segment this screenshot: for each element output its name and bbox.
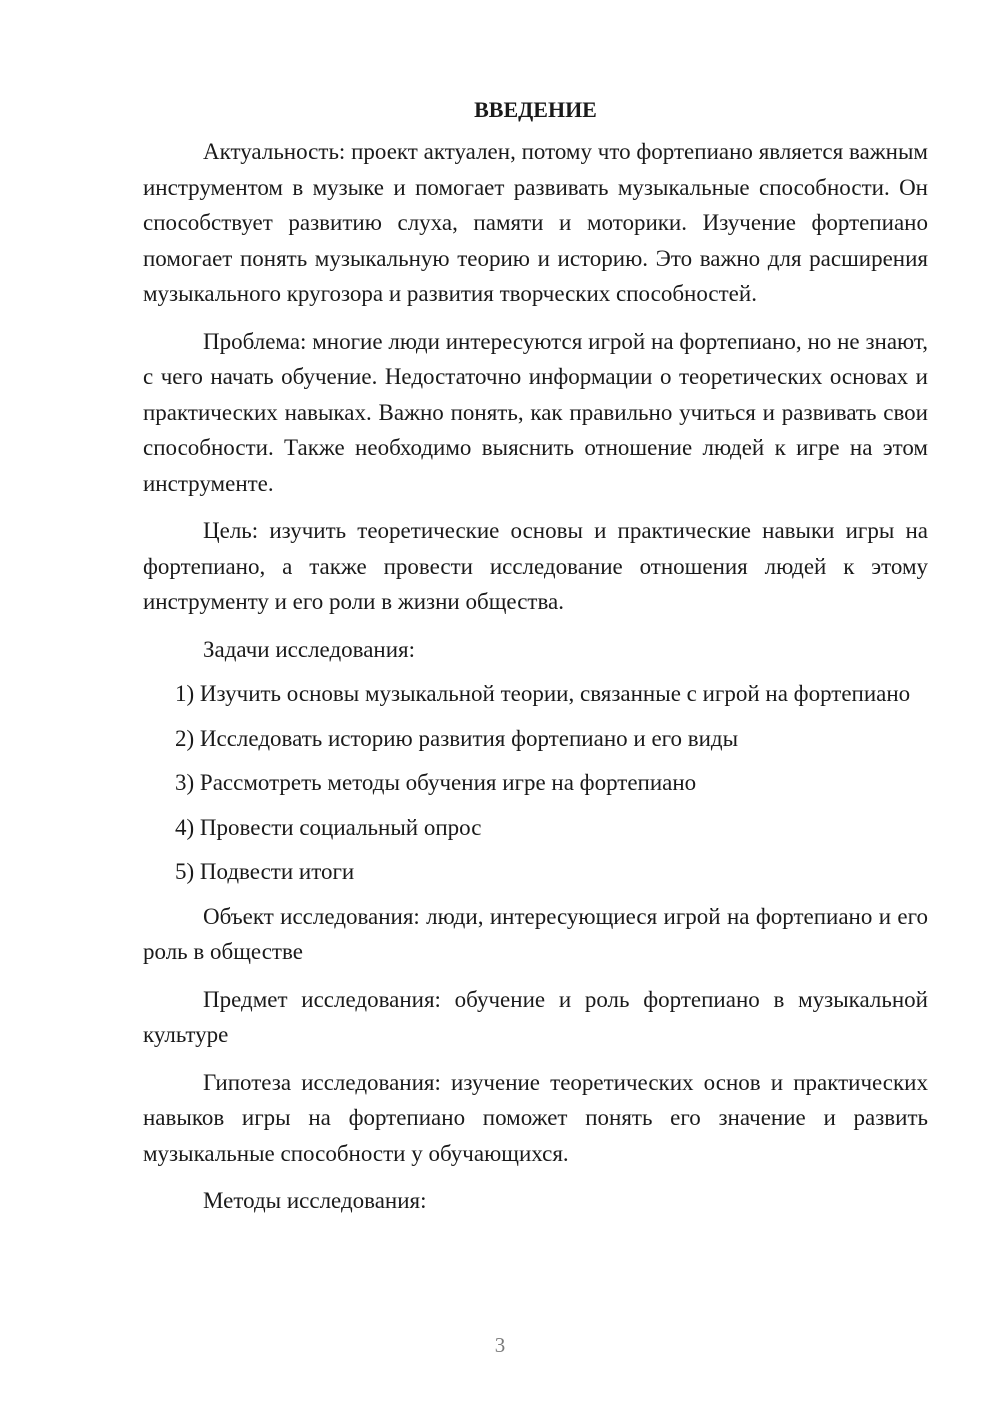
task-item: 5) Подвести итоги xyxy=(175,859,355,884)
tasks-list xyxy=(143,676,928,890)
task-item: 4) Провести социальный опрос xyxy=(175,814,482,840)
goal-paragraph: Цель: изучить теоретические основы и практические навыки игры на фортепиано, а также провести исследование отношения людей к этому инструменту и его роли в жизни общества. xyxy=(143,518,928,614)
document-page xyxy=(143,92,928,1231)
object-paragraph: Объект исследования: люди, интересующиеся игрой на фортепиано и его роль в обществе xyxy=(143,903,928,964)
task-item: 2) Исследовать историю развития фортепиано и его виды xyxy=(175,725,739,751)
task-item: 3) Рассмотреть методы обучения игре на фортепиано xyxy=(175,770,697,795)
task-item: 1) Изучить основы музыкальной теории, связанные с игрой на фортепиано xyxy=(175,681,911,706)
tasks-heading: Задачи исследования: xyxy=(203,636,416,662)
page-number: 3 xyxy=(494,1333,506,1357)
hypothesis-paragraph: Гипотеза исследования: изучение теоретических основ и практических навыков игры на фортепиано поможет понять его значение и развить музыкальные способности у обучающихся. xyxy=(143,1069,928,1166)
methods-paragraph: Методы исследования: xyxy=(203,1188,427,1213)
subject-paragraph: Предмет исследования: обучение и роль фортепиано в музыкальной культуре xyxy=(143,986,928,1047)
relevance-paragraph: Актуальность: проект актуален, потому что фортепиано является важным инструментом в музыке и помогает развивать музыкальные способности. Он способствует развитию слуха, памяти и моторики. Изучение фортепиано помогает понять музыкальную теорию и историю. Это важно для расширения музыкального кругозора и развития творческих способностей. xyxy=(143,139,928,306)
problem-paragraph: Проблема: многие люди интересуются игрой на фортепиано, но не знают, с чего начать обучение. Недостаточно информации о теоретических основах и практических навыках. Важно понять, как правильно учиться и развивать свои способности. Также необходимо выяснить отношение людей к игре на этом инструменте. xyxy=(143,328,928,496)
page-title: ВВЕДЕНИЕ xyxy=(474,97,597,122)
